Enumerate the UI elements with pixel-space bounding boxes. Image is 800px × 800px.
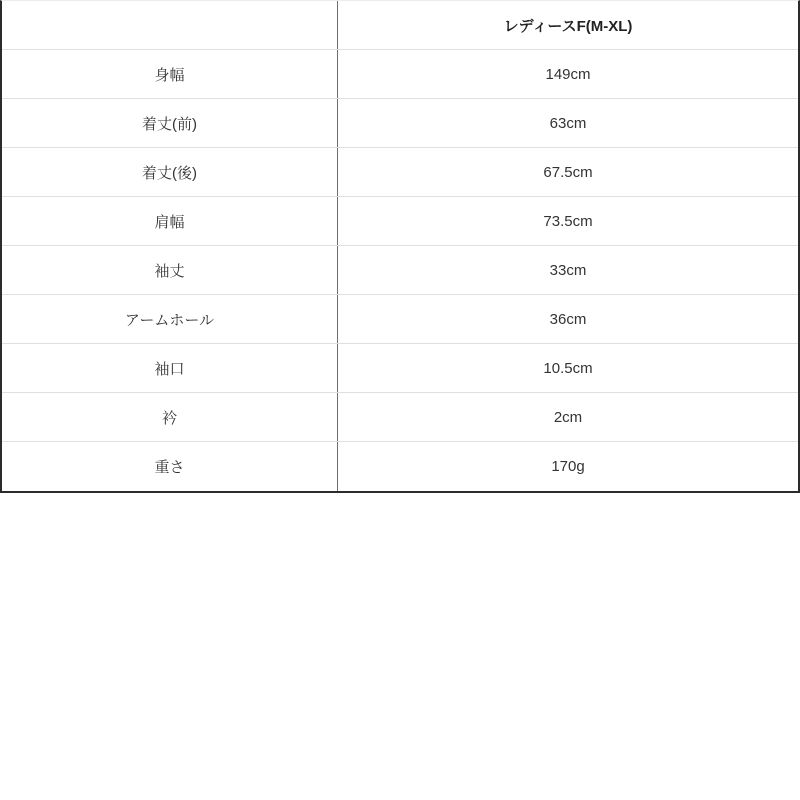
spec-label-cell: 着丈(後) [2,148,338,196]
spec-label-cell: アームホール [2,295,338,343]
spec-label-cell: 袖口 [2,344,338,392]
spec-label-cell: 着丈(前) [2,99,338,147]
header-size-cell: レディースF(M-XL) [503,17,633,35]
table-row [2,344,798,393]
spec-value-cell: 10.5cm [543,359,593,377]
spec-label-cell: 衿 [2,393,338,441]
table-row [2,393,798,442]
spec-label-cell: 身幅 [2,50,338,98]
spec-label-cell: 重さ [2,442,338,491]
spec-value-cell: 67.5cm [543,163,593,181]
spec-label-cell: 肩幅 [2,197,338,245]
table-row [2,197,798,246]
table-row [2,148,798,197]
spec-value-cell: 149cm [545,65,591,83]
table-header-row [2,1,798,50]
spec-value-cell: 2cm [553,408,583,426]
table-row [2,295,798,344]
spec-value-cell: 73.5cm [543,212,593,230]
table-row [2,246,798,295]
spec-value-cell: 33cm [549,261,587,279]
table-row [2,50,798,99]
spec-value-cell: 63cm [549,114,587,132]
table-row [2,442,798,491]
spec-label-cell: 袖丈 [2,246,338,294]
table-row [2,99,798,148]
header-spec-cell [2,1,338,49]
spec-value-cell: 170g [551,458,585,475]
spec-value-cell: 36cm [549,310,587,328]
